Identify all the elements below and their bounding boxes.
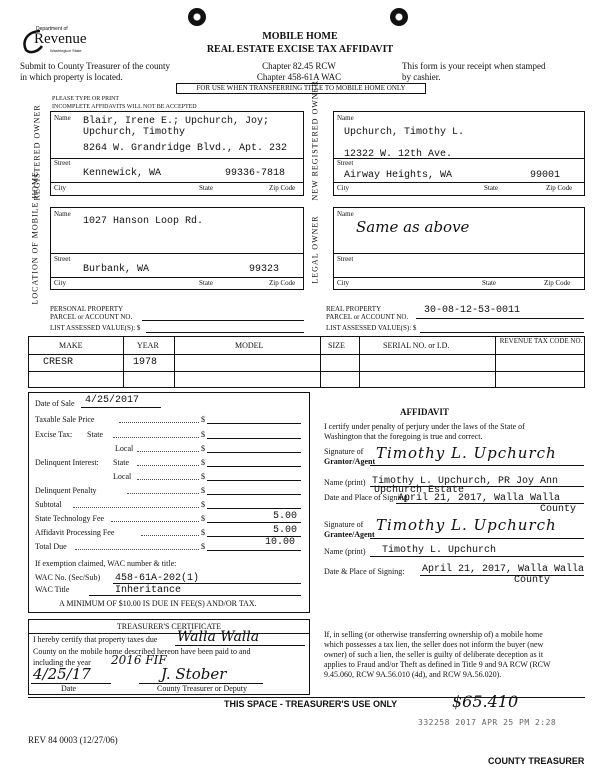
dollar-taxable: $ xyxy=(201,415,205,424)
new-street-value[interactable]: 12322 W. 12th Ave. xyxy=(344,149,453,160)
col-revenue-code: REVENUE TAX CODE NO. xyxy=(499,337,583,345)
personal-list-label: LIST ASSESSED VALUE(S): $ xyxy=(50,324,141,332)
wac-no-value[interactable]: 458-61A-202(1) xyxy=(115,573,200,584)
delinquent-penalty-label: Delinquent Penalty xyxy=(35,486,97,495)
dollar-tech: $ xyxy=(201,514,205,523)
treasurer-line1: I hereby certify that property taxes due xyxy=(33,635,158,644)
date-of-sale-label: Date of Sale xyxy=(35,399,75,408)
treasurer-signature[interactable]: J. Stober xyxy=(161,665,227,683)
fees-box xyxy=(28,392,310,613)
receipt-note xyxy=(402,61,545,83)
side-label-location: LOCATION OF MOBILE HOME xyxy=(30,171,40,305)
title-line1: MOBILE HOME xyxy=(262,31,338,42)
submit-line1: Submit to County Treasurer of the county xyxy=(20,61,170,71)
amount-line-taxable[interactable] xyxy=(207,423,301,424)
treasurer-deputy-label: County Treasurer or Deputy xyxy=(157,684,247,693)
submit-instructions xyxy=(20,61,170,83)
chapter-rcw: Chapter 82.45 RCW xyxy=(262,61,336,71)
legal-city-label: City xyxy=(337,279,350,287)
legal-owner-box xyxy=(333,207,585,290)
interest-local-label: Local xyxy=(113,472,132,481)
new-name-value[interactable]: Upchurch, Timothy L. xyxy=(344,127,465,138)
grantor-date-value[interactable]: April 21, 2017, Walla Walla xyxy=(398,493,561,504)
logo-dept-of: Department of xyxy=(36,26,68,32)
print-notice-line2: INCOMPLETE AFFIDAVITS WILL NOT BE ACCEPTED xyxy=(52,104,197,110)
col-model: MODEL xyxy=(235,341,264,350)
tech-fee-value[interactable]: 5.00 xyxy=(273,511,298,522)
excise-label: Excise Tax: xyxy=(35,430,73,439)
amount-line-subtotal[interactable] xyxy=(207,508,301,509)
dollar-excise-local: $ xyxy=(201,444,205,453)
submit-line2: in which property is located. xyxy=(20,72,123,82)
amount-line-excise-local[interactable] xyxy=(207,452,301,453)
loc-street-label: Street xyxy=(54,255,71,263)
wac-no-label: WAC No. (Sec/Sub) xyxy=(35,573,101,582)
grantor-signature[interactable]: Timothy L. Upchurch xyxy=(376,444,557,462)
col-size: SIZE xyxy=(328,341,345,350)
reg-name-label: Name xyxy=(54,114,71,122)
grantee-sig-label1: Signature of xyxy=(324,520,364,529)
processing-fee-value[interactable]: 5.00 xyxy=(273,525,298,536)
reg-zip-label: Zip Code xyxy=(269,184,296,192)
col-serial: SERIAL NO. or I.D. xyxy=(383,341,450,350)
loc-state-label: State xyxy=(199,279,213,287)
legal-name-label: Name xyxy=(337,210,354,218)
form-title xyxy=(0,31,600,55)
grantee-signature[interactable]: Timothy L. Upchurch xyxy=(376,516,557,534)
treasurer-date-label: Date xyxy=(61,684,77,693)
reg-city-label: City xyxy=(54,184,67,192)
dollar-subtotal: $ xyxy=(201,500,205,509)
grantee-date-label: Date & Place of Signing: xyxy=(324,567,405,576)
grantee-county: County xyxy=(514,575,551,586)
dollar-excise-state: $ xyxy=(201,430,205,439)
treasurer-date-value[interactable]: 4/25/17 xyxy=(33,665,91,683)
reg-street-value[interactable]: 8264 W. Grandridge Blvd., Apt. 232 xyxy=(83,143,288,154)
certify-line2: Washington that the foregoing is true and correct. xyxy=(324,432,483,441)
new-city-label: City xyxy=(337,184,350,192)
new-city-value[interactable]: Airway Heights, WA xyxy=(344,170,453,181)
side-label-legal-owner: LEGAL OWNER xyxy=(310,215,320,284)
grantee-sig-label xyxy=(324,520,375,540)
total-due-value[interactable]: 10.00 xyxy=(265,537,296,548)
amount-line-penalty[interactable] xyxy=(207,494,301,495)
real-parcel-line xyxy=(416,318,584,319)
loc-name-value[interactable]: 1027 Hanson Loop Rd. xyxy=(83,216,204,227)
processing-fee-label: Affidavit Processing Fee xyxy=(35,528,115,537)
lien-line4: applies to Fraud and/or Theft as defined in Title 9 and 9A RCW (RCW xyxy=(324,660,551,669)
grantee-date-value[interactable]: April 21, 2017, Walla Walla xyxy=(422,564,585,575)
lien-line5: 9.45.060, RCW 9A.56.010 (4d), and RCW 9A.56.020). xyxy=(324,670,502,679)
new-state-label: State xyxy=(484,184,498,192)
col-year: YEAR xyxy=(137,341,159,350)
loc-zip-label: Zip Code xyxy=(269,279,296,287)
grantor-sig-label xyxy=(324,447,375,467)
affidavit-title: AFFIDAVIT xyxy=(400,407,449,417)
wac-title-value[interactable]: Inheritance xyxy=(115,585,182,596)
treasurer-year-value[interactable]: 2016 FIF xyxy=(111,653,167,667)
loc-zip-value[interactable]: 99323 xyxy=(249,264,280,275)
logo-washington: Washington State xyxy=(50,48,82,53)
amount-line-tech xyxy=(207,522,301,523)
chapter-wac: Chapter 458-61A WAC xyxy=(256,72,342,82)
amount-stamp: $65.410 xyxy=(452,692,519,711)
grantor-name-value2[interactable]: Upchurch Estate xyxy=(374,485,465,496)
dollar-processing: $ xyxy=(201,528,205,537)
grantor-name-value[interactable]: Timothy L. Upchurch, PR Joy Ann xyxy=(372,476,559,487)
interest-state-label: State xyxy=(113,458,129,467)
reg-name-line1[interactable]: Blair, Irene E.; Upchurch, Joy; xyxy=(83,116,270,127)
punch-hole-left xyxy=(188,8,206,26)
grantee-name-label: Name (print) xyxy=(324,547,366,556)
dollar-total: $ xyxy=(201,542,205,551)
new-street-label: Street xyxy=(337,159,354,167)
cashier-stamp-line: 332258 2017 APR 25 PM 2:28 xyxy=(418,718,557,727)
exempt-label: If exemption claimed, WAC number & title: xyxy=(35,559,177,568)
new-name-label: Name xyxy=(337,114,354,122)
side-label-registered-owner: REGISTERED OWNER xyxy=(32,104,42,201)
total-due-label: Total Due xyxy=(35,542,67,551)
excise-local-label: Local xyxy=(115,444,134,453)
lien-line1: If, in selling (or otherwise transferring ownership of) a mobile home xyxy=(324,630,543,639)
reg-zip-value[interactable]: 99336-7818 xyxy=(225,168,286,179)
loc-city-label: City xyxy=(54,279,67,287)
date-of-sale-value[interactable]: 4/25/2017 xyxy=(85,395,140,406)
dollar-penalty: $ xyxy=(201,486,205,495)
make-value[interactable]: CRESR xyxy=(43,357,74,368)
treasurer-certificate-box xyxy=(28,619,310,695)
legal-zip-label: Zip Code xyxy=(544,279,571,287)
tech-fee-label: State Technology Fee xyxy=(35,514,105,523)
lien-line3: owner) of such a lien, the seller is guilty of deliberate deception as it xyxy=(324,650,544,659)
lien-line2: which possesses a tax lien, the seller does not inform the buyer (new xyxy=(324,640,544,649)
grantor-sig-label1: Signature of xyxy=(324,447,364,456)
location-box xyxy=(50,207,304,290)
punch-hole-right xyxy=(390,8,408,26)
reg-city-value[interactable]: Kennewick, WA xyxy=(83,168,162,179)
loc-city-value[interactable]: Burbank, WA xyxy=(83,264,150,275)
print-notice-line1: PLEASE TYPE OR PRINT xyxy=(52,96,120,102)
registered-owner-box xyxy=(50,111,304,196)
amount-line-excise-state[interactable] xyxy=(207,438,301,439)
treasurer-space-label: THIS SPACE - TREASURER'S USE ONLY xyxy=(224,699,398,709)
side-label-new-owner: NEW REGISTERED OWNER xyxy=(310,80,320,201)
grantee-name-value[interactable]: Timothy L. Upchurch xyxy=(382,545,497,556)
dollar-interest-local: $ xyxy=(201,472,205,481)
dollar-interest-state: $ xyxy=(201,458,205,467)
excise-state-label: State xyxy=(87,430,103,439)
logo-revenue: Revenue xyxy=(34,31,87,47)
county-treasurer-label: COUNTY TREASURER xyxy=(488,756,585,766)
legal-street-label: Street xyxy=(337,255,354,263)
affidavit-certify xyxy=(324,422,525,442)
amount-line-interest-state[interactable] xyxy=(207,466,301,467)
col-make: MAKE xyxy=(59,341,83,350)
chapter-refs xyxy=(244,61,354,83)
amount-line-interest-local[interactable] xyxy=(207,480,301,481)
receipt-line1: This form is your receipt when stamped xyxy=(402,61,546,71)
legal-state-label: State xyxy=(482,279,496,287)
treasurer-title: TREASURER'S CERTIFICATE xyxy=(116,622,222,631)
new-zip-label: Zip Code xyxy=(546,184,573,192)
personal-property-label: PERSONAL PROPERTY xyxy=(50,305,124,313)
real-parcel-value[interactable]: 30-08-12-53-0011 xyxy=(424,305,521,316)
real-parcel-label: PARCEL or ACCOUNT NO. xyxy=(326,313,409,321)
reg-street-label: Street xyxy=(54,159,71,167)
real-property-label: REAL PROPERTY xyxy=(326,305,382,313)
transfer-notice: FOR USE WHEN TRANSFERRING TITLE TO MOBILE HOME ONLY xyxy=(196,84,406,92)
transfer-notice-box xyxy=(176,83,426,94)
new-owner-box xyxy=(333,111,585,196)
legal-name-value[interactable]: Same as above xyxy=(356,218,470,236)
new-zip-value[interactable]: 99001 xyxy=(530,170,561,181)
grantee-sig-label2: Grantee/Agent xyxy=(324,530,375,539)
treasurer-line2: County on the mobile home described hereon have been paid to and xyxy=(33,647,251,656)
print-notice xyxy=(52,95,197,111)
grantor-county: County xyxy=(540,504,577,515)
minimum-note: A MINIMUM OF $10.00 IS DUE IN FEE(S) AND/OR TAX. xyxy=(59,599,257,608)
amount-line-total xyxy=(207,550,301,551)
delinquent-interest-label: Delinquent Interest: xyxy=(35,458,99,467)
taxable-label: Taxable Sale Price xyxy=(35,415,95,424)
personal-property xyxy=(50,305,132,321)
personal-parcel-label: PARCEL or ACCOUNT NO. xyxy=(50,313,133,321)
real-list-line[interactable] xyxy=(420,332,584,333)
grantor-date-label: Date and Place of Signing: xyxy=(324,493,410,502)
treasurer-line3: including the year xyxy=(33,658,91,667)
grantor-name-label: Name (print) xyxy=(324,478,366,487)
certify-line1: I certify under penalty of perjury under the laws of the State of xyxy=(324,422,525,431)
year-value[interactable]: 1978 xyxy=(133,357,158,368)
real-list-label: LIST ASSESSED VALUE(S): $ xyxy=(326,324,417,332)
title-line2: REAL ESTATE EXCISE TAX AFFIDAVIT xyxy=(206,44,394,55)
reg-name-line2[interactable]: Upchurch, Timothy xyxy=(83,127,186,138)
reg-state-label: State xyxy=(199,184,213,192)
treasurer-county-value[interactable]: Walla Walla xyxy=(177,629,260,645)
personal-parcel-line[interactable] xyxy=(142,320,304,321)
lien-notice xyxy=(324,630,551,680)
real-property xyxy=(326,305,408,321)
receipt-line2: by cashier. xyxy=(402,72,441,82)
wac-title-label: WAC Title xyxy=(35,585,70,594)
vehicle-table xyxy=(28,336,585,388)
grantor-sig-label2: Grantor/Agent xyxy=(324,457,376,466)
form-number: REV 84 0003 (12/27/06) xyxy=(28,735,118,745)
loc-name-label: Name xyxy=(54,210,71,218)
personal-list-line[interactable] xyxy=(146,332,304,333)
subtotal-label: Subtotal xyxy=(35,500,62,509)
